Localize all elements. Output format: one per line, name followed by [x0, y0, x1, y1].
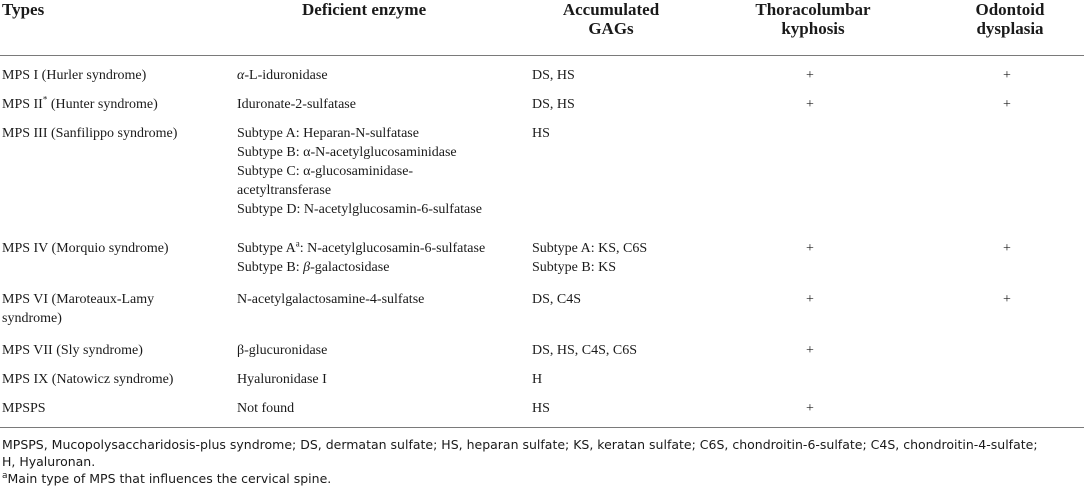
cell-odontoid: +	[1003, 97, 1011, 112]
table-bottom-rule	[0, 427, 1084, 428]
header-thoracolumbar-kyphosis: Thoracolumbar kyphosis	[755, 0, 871, 38]
header-deficient-enzyme: Deficient enzyme	[302, 0, 427, 19]
cell-gags: HS	[532, 401, 550, 416]
table-row	[0, 399, 1084, 419]
cell-enzyme: Subtype A: Heparan-N-sulfatase Subtype B: α-N-acetylglucosaminidase Subtype C: α-glucosaminidase- acetyltransferase Subtype D: N-acetylglucosamin-6-sulfatase	[237, 126, 482, 217]
cell-thoracolumbar: +	[806, 241, 814, 256]
cell-enzyme: Iduronate-2-sulfatase	[237, 97, 356, 112]
footnote-abbreviations-cont: H, Hyaluronan.	[2, 454, 96, 469]
cell-type: MPS VII (Sly syndrome)	[2, 343, 143, 358]
cell-thoracolumbar: +	[806, 292, 814, 307]
footnote-abbreviations: MPSPS, Mucopolysaccharidosis-plus syndrome; DS, dermatan sulfate; HS, heparan sulfate; KS, keratan sulfate; C6S, chondroitin-6-sulfate; C4S, chondroitin-4-sulfate;	[2, 437, 1038, 452]
footnote-a: $^a$Main type of MPS that influences the cervical spine.	[2, 470, 332, 486]
header-types: Types	[2, 0, 45, 19]
table-row	[0, 124, 1084, 224]
table-row	[0, 95, 1084, 115]
cell-thoracolumbar: +	[806, 68, 814, 83]
cell-thoracolumbar: +	[806, 401, 814, 416]
cell-odontoid: +	[1003, 292, 1011, 307]
table-header	[0, 0, 1084, 56]
cell-gags: HS	[532, 126, 550, 141]
cell-thoracolumbar: +	[806, 97, 814, 112]
cell-type: MPS IV (Morquio syndrome)	[2, 241, 169, 256]
cell-enzyme: Hyaluronidase I	[237, 372, 327, 387]
cell-odontoid: +	[1003, 241, 1011, 256]
cell-enzyme: Not found	[237, 401, 295, 416]
cell-enzyme: β-glucuronidase	[237, 343, 328, 358]
cell-gags: DS, HS, C4S, C6S	[532, 343, 638, 358]
header-odontoid-dysplasia: Odontoid dysplasia	[975, 0, 1045, 38]
table-row	[0, 239, 1084, 279]
table-row	[0, 66, 1084, 86]
cell-type: MPS III (Sanfilippo syndrome)	[2, 126, 178, 141]
cell-type: MPSPS	[2, 401, 46, 416]
cell-odontoid: +	[1003, 68, 1011, 83]
cell-type: MPS VI (Maroteaux-Lamy syndrome)	[2, 292, 155, 326]
table-row	[0, 370, 1084, 390]
cell-type: MPS IX (Natowicz syndrome)	[2, 372, 174, 387]
table-row	[0, 290, 1084, 330]
cell-enzyme: α-L-iduronidase	[237, 68, 328, 83]
cell-gags: DS, HS	[532, 97, 575, 112]
cell-enzyme: Subtype $A^a$: N-acetylglucosamin-6-sulfatase Subtype B: β-galactosidase	[237, 238, 486, 275]
table-footnotes	[2, 436, 1082, 487]
cell-thoracolumbar: +	[806, 343, 814, 358]
cell-type: MPS II* (Hunter syndrome)	[2, 94, 158, 112]
cell-enzyme: N-acetylgalactosamine-4-sulfatse	[237, 292, 425, 307]
cell-gags: Subtype A: KS, C6S Subtype B: KS	[532, 241, 648, 275]
header-accumulated-gags: Accumulated GAGs	[562, 0, 660, 38]
cell-type: MPS I (Hurler syndrome)	[2, 68, 147, 83]
cell-gags: DS, HS	[532, 68, 575, 83]
cell-gags: DS, C4S	[532, 292, 582, 307]
table-row	[0, 341, 1084, 361]
cell-gags: H	[532, 372, 543, 387]
